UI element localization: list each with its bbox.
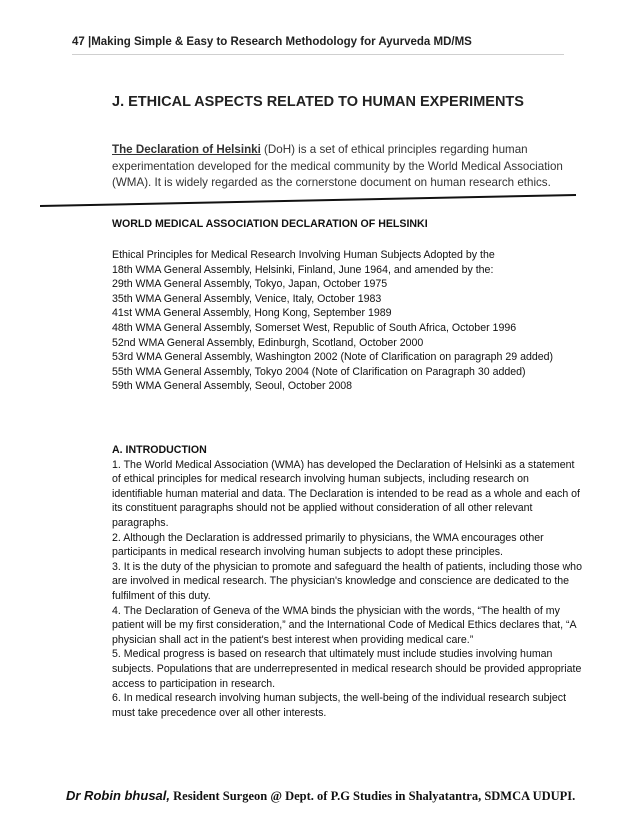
page-footer — [66, 788, 586, 804]
wma-declaration-heading: WORLD MEDICAL ASSOCIATION DECLARATION OF HELSINKI — [112, 218, 428, 230]
intro-paragraph: 1. The World Medical Association (WMA) has developed the Declaration of Helsinki as a statement of ethical principles for medical research involving human subjects, including research on identifiable human material and data. The Declaration is intended to be read as a whole and each of its constituent paragraphs should not be applied without consideration of all other relevant paragraphs. — [112, 458, 581, 529]
adoption-line: 29th WMA General Assembly, Tokyo, Japan, October 1975 — [112, 278, 388, 291]
slanted-divider-line — [40, 194, 580, 208]
introduction-heading: A. INTRODUCTION — [112, 444, 207, 456]
introduction-section — [112, 443, 582, 720]
intro-paragraph: 5. Medical progress is based on research that ultimately must include studies involving human subjects. Populations that are underrepresented in medical research should be provided appropriate access to participation in research. — [112, 648, 582, 690]
adoption-line: 59th WMA General Assembly, Seoul, October 2008 — [112, 380, 353, 393]
intro-paragraph: 4. The Declaration of Geneva of the WMA binds the physician with the words, “The health of my patient will be my first consideration,” and the International Code of Medical Ethics declares that, “A physician shall act in the patient's best interest when providing medical care.” — [112, 604, 577, 646]
adoption-line: 35th WMA General Assembly, Venice, Italy, October 1983 — [112, 292, 382, 305]
helsinki-intro-paragraph — [112, 142, 568, 192]
intro-paragraph: 6. In medical research involving human subjects, the well-being of the individual research subject must take precedence over all other interests. — [112, 692, 567, 719]
adoption-line: 48th WMA General Assembly, Somerset West, Republic of South Africa, October 1996 — [112, 321, 517, 334]
section-title: J. ETHICAL ASPECTS RELATED TO HUMAN EXPERIMENTS — [112, 94, 524, 110]
adoption-line: 52nd WMA General Assembly, Edinburgh, Scotland, October 2000 — [112, 336, 424, 349]
author-name: Dr Robin bhusal, — [66, 788, 170, 803]
adoption-line: 53rd WMA General Assembly, Washington 2002 (Note of Clarification on paragraph 29 added) — [112, 351, 554, 364]
adoption-history-list — [112, 248, 582, 394]
header-divider — [72, 54, 564, 55]
declaration-term: The Declaration of Helsinki — [112, 143, 261, 156]
intro-paragraph: 3. It is the duty of the physician to promote and safeguard the health of patients, including those who are involved in medical research. The physician's knowledge and conscience are dedicated to the fulfilment of this duty. — [112, 560, 582, 602]
intro-paragraph: 2. Although the Declaration is addressed primarily to physicians, the WMA encourages other participants in medical research involving human subjects to adopt these principles. — [112, 531, 544, 559]
page-header: 47 |Making Simple & Easy to Research Methodology for Ayurveda MD/MS — [72, 36, 472, 48]
adoption-line: Ethical Principles for Medical Research Involving Human Subjects Adopted by the — [112, 249, 495, 261]
adoption-line: 55th WMA General Assembly, Tokyo 2004 (Note of Clarification on Paragraph 30 added) — [112, 365, 526, 378]
author-role: Resident Surgeon @ Dept. of P.G Studies in Shalyatantra, SDMCA UDUPI. — [170, 789, 576, 803]
adoption-line: 41st WMA General Assembly, Hong Kong, September 1989 — [112, 307, 392, 320]
adoption-line: 18th WMA General Assembly, Helsinki, Finland, June 1964, and amended by the: — [112, 263, 494, 276]
intro-text: (DoH) is a set of ethical principles regarding human experimentation developed for the medical community by the World Medical Association (WMA). It is widely regarded as the cornerstone document on human research ethics. — [112, 143, 563, 189]
